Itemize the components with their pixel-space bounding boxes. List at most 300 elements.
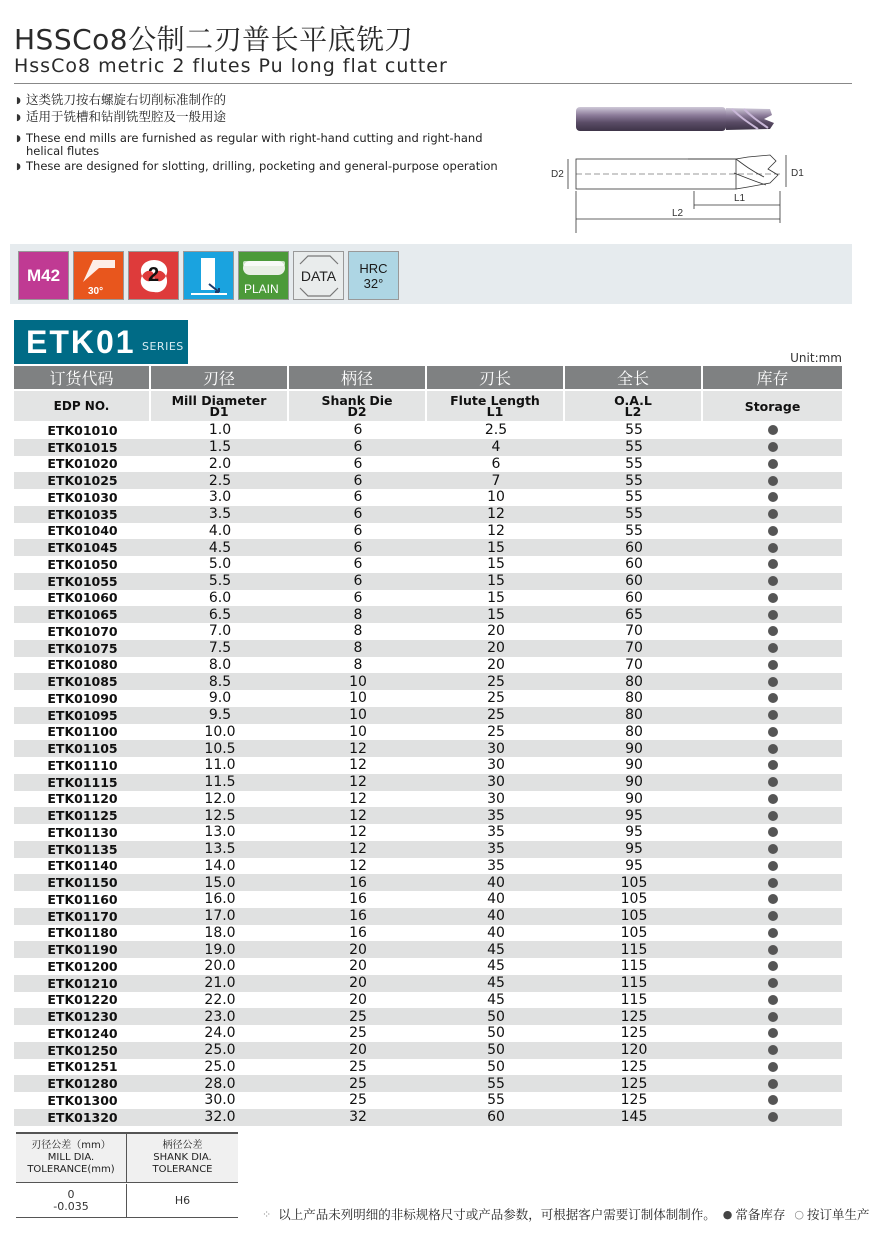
flute-count-label: 2 — [147, 264, 160, 286]
series-banner — [14, 320, 188, 364]
in-stock-dot-icon — [768, 1079, 778, 1089]
overall-length-cell: 70 — [565, 623, 703, 640]
data-badge — [293, 251, 344, 300]
edp-code-cell: ETK01075 — [14, 640, 151, 657]
overall-length-cell: 70 — [565, 640, 703, 657]
table-row — [14, 506, 842, 523]
edp-code-cell: ETK01250 — [14, 1042, 151, 1059]
edp-code-cell: ETK01100 — [14, 724, 151, 741]
storage-cell — [703, 807, 842, 824]
flute-length-cell: 12 — [427, 506, 565, 523]
in-stock-dot-icon — [768, 476, 778, 486]
mill-diameter-cell: 25.0 — [151, 1059, 289, 1076]
in-stock-dot-icon — [768, 643, 778, 653]
overall-length-cell: 90 — [565, 791, 703, 808]
overall-length-cell: 125 — [565, 1008, 703, 1025]
storage-cell — [703, 774, 842, 791]
storage-cell — [703, 891, 842, 908]
mill-diameter-cell: 20.0 — [151, 958, 289, 975]
shank-diameter-cell: 12 — [289, 807, 427, 824]
flute-length-cell: 40 — [427, 891, 565, 908]
shank-diameter-cell: 8 — [289, 623, 427, 640]
l1-label: L1 — [734, 193, 746, 204]
table-row — [14, 690, 842, 707]
edp-code-cell: ETK01160 — [14, 891, 151, 908]
overall-length-cell: 65 — [565, 606, 703, 623]
edp-code-cell: ETK01251 — [14, 1059, 151, 1076]
storage-cell — [703, 707, 842, 724]
in-stock-dot-icon — [768, 660, 778, 670]
header-en-storage: Storage — [703, 391, 842, 421]
in-stock-dot-icon — [768, 961, 778, 971]
mill-diameter-cell: 23.0 — [151, 1008, 289, 1025]
in-stock-dot-icon — [768, 1012, 778, 1022]
overall-length-cell: 90 — [565, 757, 703, 774]
table-row — [14, 590, 842, 607]
header-en-flute: Flute Length L1 — [427, 391, 565, 421]
in-stock-dot-icon — [768, 995, 778, 1005]
flute-length-cell: 20 — [427, 640, 565, 657]
overall-length-cell: 80 — [565, 690, 703, 707]
mill-diameter-cell: 6.0 — [151, 590, 289, 607]
product-table — [14, 366, 842, 1126]
plain-shank-icon — [241, 258, 287, 278]
header-en-shank: Shank Die D2 — [289, 391, 427, 421]
edp-code-cell: ETK01090 — [14, 690, 151, 707]
material-badge: M42 — [18, 251, 69, 300]
overall-length-cell: 105 — [565, 874, 703, 891]
storage-cell — [703, 623, 842, 640]
table-row — [14, 640, 842, 657]
flute-length-cell: 20 — [427, 657, 565, 674]
table-row — [14, 623, 842, 640]
table-row — [14, 824, 842, 841]
shank-diameter-cell: 12 — [289, 824, 427, 841]
d2-label: D2 — [551, 169, 564, 180]
table-row — [14, 740, 842, 757]
storage-cell — [703, 975, 842, 992]
edp-code-cell: ETK01140 — [14, 858, 151, 875]
overall-length-cell: 80 — [565, 724, 703, 741]
table-row — [14, 1092, 842, 1109]
mill-diameter-cell: 9.5 — [151, 707, 289, 724]
edp-code-cell: ETK01170 — [14, 908, 151, 925]
table-row — [14, 673, 842, 690]
description-bullets — [16, 92, 556, 174]
table-row — [14, 807, 842, 824]
made-to-order-icon: ○ — [794, 1207, 804, 1221]
table-row — [14, 841, 842, 858]
flute-length-cell: 45 — [427, 958, 565, 975]
mill-diameter-cell: 4.0 — [151, 523, 289, 540]
shank-diameter-cell: 12 — [289, 740, 427, 757]
mill-diameter-cell: 4.5 — [151, 539, 289, 556]
edp-code-cell: ETK01105 — [14, 740, 151, 757]
table-row — [14, 958, 842, 975]
table-body — [14, 422, 842, 1126]
storage-cell — [703, 1075, 842, 1092]
table-row — [14, 791, 842, 808]
shank-diameter-cell: 8 — [289, 640, 427, 657]
flute-length-cell: 20 — [427, 623, 565, 640]
title-divider — [14, 83, 852, 84]
overall-length-cell: 125 — [565, 1059, 703, 1076]
storage-cell — [703, 941, 842, 958]
overall-length-cell: 55 — [565, 456, 703, 473]
flute-length-cell: 60 — [427, 1109, 565, 1126]
shank-diameter-cell: 25 — [289, 1025, 427, 1042]
table-row — [14, 556, 842, 573]
edp-code-cell: ETK01030 — [14, 489, 151, 506]
storage-cell — [703, 874, 842, 891]
shank-diameter-cell: 16 — [289, 891, 427, 908]
overall-length-cell: 125 — [565, 1092, 703, 1109]
edp-code-cell: ETK01035 — [14, 506, 151, 523]
bullet-cn-1: ◗ 这类铣刀按右螺旋右切削标准制作的 — [16, 92, 227, 107]
storage-cell — [703, 1008, 842, 1025]
storage-cell — [703, 858, 842, 875]
in-stock-dot-icon — [768, 576, 778, 586]
shank-diameter-cell: 25 — [289, 1075, 427, 1092]
tolerance-header — [16, 1132, 238, 1182]
flute-length-cell: 50 — [427, 1059, 565, 1076]
footnote — [262, 1205, 869, 1223]
flute-length-cell: 12 — [427, 523, 565, 540]
mill-diameter-cell: 13.5 — [151, 841, 289, 858]
overall-length-cell: 115 — [565, 992, 703, 1009]
flute-length-cell: 45 — [427, 975, 565, 992]
table-row — [14, 891, 842, 908]
edp-code-cell: ETK01045 — [14, 539, 151, 556]
table-row — [14, 1025, 842, 1042]
storage-cell — [703, 824, 842, 841]
storage-cell — [703, 740, 842, 757]
helix-angle-icon — [79, 256, 119, 286]
flute-length-cell: 15 — [427, 539, 565, 556]
mill-diameter-cell: 30.0 — [151, 1092, 289, 1109]
overall-length-cell: 80 — [565, 673, 703, 690]
feature-badges — [18, 251, 399, 300]
header-cn-diameter: 刃径 — [151, 366, 289, 389]
header-cn-length: 全长 — [565, 366, 703, 389]
edp-code-cell: ETK01180 — [14, 925, 151, 942]
page-title: HSSCo8公制二刃普长平底铣刀 — [14, 23, 414, 56]
in-stock-dot-icon — [768, 626, 778, 636]
mill-diameter-cell: 11.0 — [151, 757, 289, 774]
mill-diameter-cell: 1.5 — [151, 439, 289, 456]
shank-diameter-cell: 6 — [289, 573, 427, 590]
in-stock-dot-icon — [768, 543, 778, 553]
overall-length-cell: 115 — [565, 975, 703, 992]
table-row — [14, 908, 842, 925]
edp-code-cell: ETK01050 — [14, 556, 151, 573]
table-row — [14, 1109, 842, 1126]
shank-diameter-cell: 20 — [289, 958, 427, 975]
header-en-diameter: Mill Diameter D1 — [151, 391, 289, 421]
in-stock-dot-icon — [768, 777, 778, 787]
mill-diameter-cell: 2.5 — [151, 472, 289, 489]
mill-diameter-cell: 14.0 — [151, 858, 289, 875]
overall-length-cell: 70 — [565, 657, 703, 674]
edp-code-cell: ETK01150 — [14, 874, 151, 891]
mill-diameter-cell: 25.0 — [151, 1042, 289, 1059]
storage-cell — [703, 791, 842, 808]
edp-code-cell: ETK01020 — [14, 456, 151, 473]
overall-length-cell: 55 — [565, 422, 703, 439]
table-row — [14, 1042, 842, 1059]
overall-length-cell: 90 — [565, 740, 703, 757]
in-stock-dot-icon — [768, 526, 778, 536]
in-stock-dot-icon — [768, 1045, 778, 1055]
table-row — [14, 489, 842, 506]
mill-diameter-cell: 3.5 — [151, 506, 289, 523]
table-row — [14, 975, 842, 992]
in-stock-dot-icon — [768, 928, 778, 938]
flute-length-cell: 15 — [427, 556, 565, 573]
in-stock-dot-icon — [768, 894, 778, 904]
mill-diameter-cell: 12.0 — [151, 791, 289, 808]
flute-length-cell: 25 — [427, 673, 565, 690]
storage-cell — [703, 690, 842, 707]
edp-code-cell: ETK01060 — [14, 590, 151, 607]
mill-diameter-cell: 5.0 — [151, 556, 289, 573]
shank-diameter-cell: 10 — [289, 690, 427, 707]
table-row — [14, 874, 842, 891]
edp-code-cell: ETK01280 — [14, 1075, 151, 1092]
l2-label: L2 — [672, 208, 684, 219]
in-stock-dot-icon — [768, 442, 778, 452]
storage-cell — [703, 908, 842, 925]
mill-diameter-cell: 12.5 — [151, 807, 289, 824]
in-stock-dot-icon — [768, 593, 778, 603]
edp-code-cell: ETK01190 — [14, 941, 151, 958]
edp-code-cell: ETK01055 — [14, 573, 151, 590]
flute-length-cell: 15 — [427, 590, 565, 607]
table-row — [14, 1075, 842, 1092]
mill-diameter-cell: 10.0 — [151, 724, 289, 741]
in-stock-dot-icon — [768, 559, 778, 569]
storage-cell — [703, 757, 842, 774]
shank-diameter-cell: 6 — [289, 472, 427, 489]
header-en-length: O.A.L L2 — [565, 391, 703, 421]
storage-cell — [703, 958, 842, 975]
shank-dia-tolerance-value: H6 — [174, 1193, 191, 1207]
storage-cell — [703, 1042, 842, 1059]
mill-diameter-cell: 22.0 — [151, 992, 289, 1009]
storage-cell — [703, 925, 842, 942]
table-row — [14, 539, 842, 556]
mill-diameter-cell: 13.0 — [151, 824, 289, 841]
storage-cell — [703, 489, 842, 506]
overall-length-cell: 120 — [565, 1042, 703, 1059]
shank-diameter-cell: 32 — [289, 1109, 427, 1126]
table-row — [14, 724, 842, 741]
mill-diameter-cell: 19.0 — [151, 941, 289, 958]
overall-length-cell: 105 — [565, 908, 703, 925]
shank-diameter-cell: 6 — [289, 422, 427, 439]
mill-diameter-cell: 10.5 — [151, 740, 289, 757]
in-stock-dot-icon — [768, 911, 778, 921]
storage-cell — [703, 673, 842, 690]
bullet-marker-icon: ◗ — [16, 134, 21, 144]
bullet-marker-icon: ◗ — [16, 113, 21, 123]
overall-length-cell: 60 — [565, 539, 703, 556]
in-stock-dot-icon — [768, 760, 778, 770]
edp-code-cell: ETK01115 — [14, 774, 151, 791]
helix-angle-label: 30° — [88, 286, 104, 297]
overall-length-cell: 105 — [565, 891, 703, 908]
shank-diameter-cell: 20 — [289, 1042, 427, 1059]
shank-diameter-cell: 12 — [289, 841, 427, 858]
in-stock-dot-icon — [768, 1095, 778, 1105]
overall-length-cell: 55 — [565, 489, 703, 506]
flute-length-cell: 50 — [427, 1042, 565, 1059]
plain-shank-badge — [238, 251, 289, 300]
in-stock-dot-icon — [768, 1028, 778, 1038]
d1-label: D1 — [791, 168, 804, 179]
mill-dia-tolerance-header: 刃径公差（mm） MILL DIA. TOLERANCE(mm) — [16, 1134, 127, 1182]
flute-length-cell: 50 — [427, 1025, 565, 1042]
edp-code-cell: ETK01110 — [14, 757, 151, 774]
flute-length-cell: 15 — [427, 573, 565, 590]
overall-length-cell: 55 — [565, 523, 703, 540]
storage-cell — [703, 1025, 842, 1042]
storage-cell — [703, 506, 842, 523]
overall-length-cell: 60 — [565, 573, 703, 590]
edp-code-cell: ETK01040 — [14, 523, 151, 540]
table-row — [14, 1059, 842, 1076]
flute-length-cell: 10 — [427, 489, 565, 506]
table-row — [14, 606, 842, 623]
flute-length-cell: 35 — [427, 841, 565, 858]
header-en-edp: EDP NO. — [14, 391, 151, 421]
mill-dia-tolerance-value: 0 -0.035 — [16, 1184, 127, 1217]
edp-code-cell: ETK01080 — [14, 657, 151, 674]
in-stock-dot-icon — [768, 677, 778, 687]
table-row — [14, 523, 842, 540]
header-cn-storage: 库存 — [703, 366, 842, 389]
overall-length-cell: 60 — [565, 556, 703, 573]
table-row — [14, 858, 842, 875]
overall-length-cell: 125 — [565, 1025, 703, 1042]
edp-code-cell: ETK01300 — [14, 1092, 151, 1109]
storage-cell — [703, 556, 842, 573]
flute-length-cell: 2.5 — [427, 422, 565, 439]
in-stock-dot-icon — [768, 492, 778, 502]
flute-length-cell: 40 — [427, 874, 565, 891]
mill-diameter-cell: 21.0 — [151, 975, 289, 992]
shank-diameter-cell: 10 — [289, 707, 427, 724]
flute-length-cell: 40 — [427, 925, 565, 942]
mill-diameter-cell: 11.5 — [151, 774, 289, 791]
shank-diameter-cell: 6 — [289, 456, 427, 473]
storage-cell — [703, 1059, 842, 1076]
shank-diameter-cell: 16 — [289, 874, 427, 891]
table-row — [14, 707, 842, 724]
shank-diameter-cell: 20 — [289, 992, 427, 1009]
edp-code-cell: ETK01240 — [14, 1025, 151, 1042]
hardness-value: 32° — [363, 275, 384, 291]
mill-diameter-cell: 28.0 — [151, 1075, 289, 1092]
in-stock-dot-icon — [768, 1062, 778, 1072]
bullet-cn-2: ◗ 适用于铣槽和钻削铣型腔及一般用途 — [16, 109, 227, 124]
shank-diameter-cell: 10 — [289, 673, 427, 690]
plain-shank-label: PLAIN — [244, 282, 279, 296]
mill-diameter-cell: 7.0 — [151, 623, 289, 640]
shank-diameter-cell: 10 — [289, 724, 427, 741]
table-row — [14, 456, 842, 473]
mill-diameter-cell: 17.0 — [151, 908, 289, 925]
in-stock-dot-icon — [768, 811, 778, 821]
mill-diameter-cell: 8.5 — [151, 673, 289, 690]
in-stock-dot-icon — [768, 945, 778, 955]
edp-code-cell: ETK01010 — [14, 422, 151, 439]
table-row — [14, 1008, 842, 1025]
table-row — [14, 439, 842, 456]
flute-length-cell: 40 — [427, 908, 565, 925]
shank-diameter-cell: 6 — [289, 539, 427, 556]
in-stock-dot-icon — [768, 844, 778, 854]
shank-diameter-cell: 25 — [289, 1059, 427, 1076]
flute-length-cell: 35 — [427, 824, 565, 841]
footnote-marker-icon: ⁘ — [262, 1207, 272, 1221]
flute-length-cell: 30 — [427, 791, 565, 808]
hardness-badge — [348, 251, 399, 300]
helix-angle-badge — [73, 251, 124, 300]
edp-code-cell: ETK01210 — [14, 975, 151, 992]
flute-length-cell: 4 — [427, 439, 565, 456]
table-row — [14, 992, 842, 1009]
flat-end-icon — [187, 254, 231, 298]
flute-length-cell: 55 — [427, 1092, 565, 1109]
storage-cell — [703, 992, 842, 1009]
edp-code-cell: ETK01095 — [14, 707, 151, 724]
series-label: SERIES — [142, 340, 184, 353]
flute-length-cell: 50 — [427, 1008, 565, 1025]
in-stock-dot-icon — [768, 610, 778, 620]
overall-length-cell: 95 — [565, 824, 703, 841]
table-row — [14, 774, 842, 791]
storage-cell — [703, 523, 842, 540]
header-cn-edp: 订货代码 — [14, 366, 151, 389]
tolerance-values — [16, 1184, 238, 1218]
overall-length-cell: 55 — [565, 472, 703, 489]
mill-diameter-cell: 2.0 — [151, 456, 289, 473]
table-row — [14, 657, 842, 674]
mill-diameter-cell: 7.5 — [151, 640, 289, 657]
overall-length-cell: 115 — [565, 958, 703, 975]
overall-length-cell: 95 — [565, 841, 703, 858]
in-stock-dot-icon — [768, 509, 778, 519]
storage-cell — [703, 606, 842, 623]
flute-length-cell: 35 — [427, 858, 565, 875]
storage-cell — [703, 573, 842, 590]
shank-diameter-cell: 16 — [289, 908, 427, 925]
flat-bottom-badge — [183, 251, 234, 300]
overall-length-cell: 115 — [565, 941, 703, 958]
shank-dia-tolerance-header: 柄径公差 SHANK DIA. TOLERANCE — [127, 1134, 238, 1182]
flute-count-badge — [128, 251, 179, 300]
footnote-text: 以上产品未列明细的非标规格尺寸或产品参数，可根据客户需要订制体制制作。 — [278, 1207, 716, 1222]
mill-diameter-cell: 3.0 — [151, 489, 289, 506]
shank-diameter-cell: 25 — [289, 1092, 427, 1109]
shank-diameter-cell: 20 — [289, 941, 427, 958]
edp-code-cell: ETK01220 — [14, 992, 151, 1009]
storage-cell — [703, 1092, 842, 1109]
shank-diameter-cell: 6 — [289, 523, 427, 540]
shank-diameter-cell: 6 — [289, 439, 427, 456]
edp-code-cell: ETK01130 — [14, 824, 151, 841]
